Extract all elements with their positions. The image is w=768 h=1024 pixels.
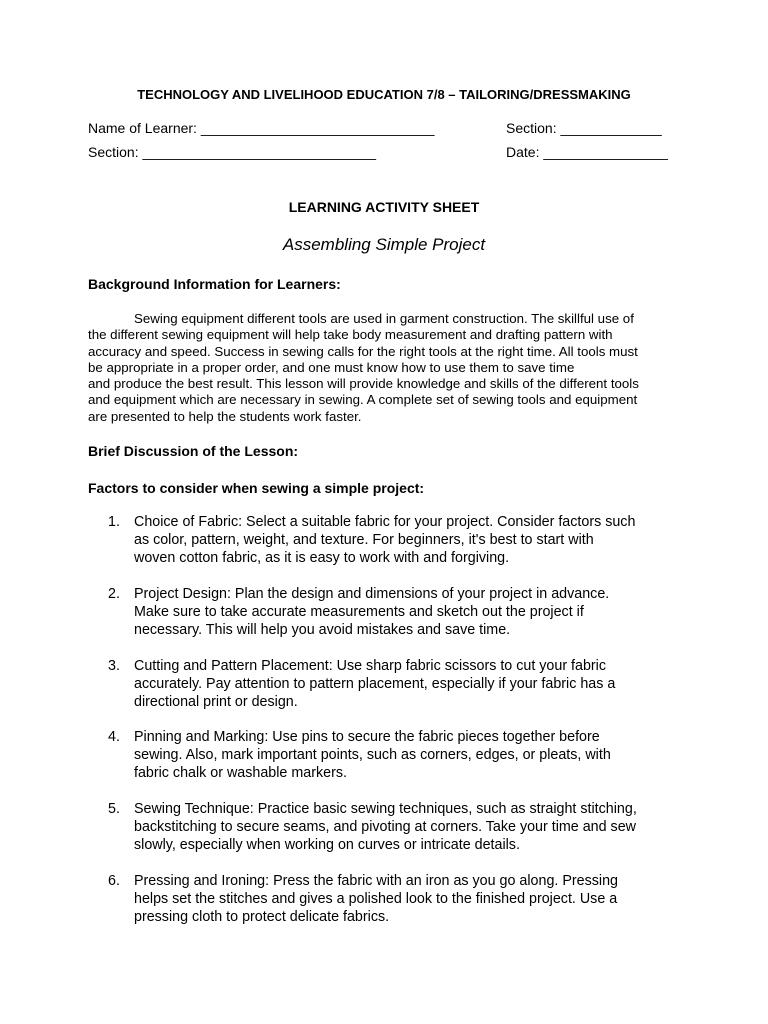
list-item-line: Pinning and Marking: Use pins to secure the fabric pieces together before <box>134 729 600 745</box>
background-heading: Background Information for Learners: <box>88 276 341 292</box>
list-item-line: slowly, especially when working on curves or intricate details. <box>134 837 520 854</box>
factors-heading: Factors to consider when sewing a simple project: <box>88 480 425 496</box>
list-item-number: 5. <box>108 801 120 817</box>
list-item-line: Pressing and Ironing: Press the fabric with an iron as you go along. Pressing <box>134 873 618 889</box>
list-item-line: as color, pattern, weight, and texture. For beginners, it's best to start with <box>134 532 594 549</box>
list-item-line: pressing cloth to protect delicate fabrics. <box>134 909 390 926</box>
background-paragraph <box>88 311 684 425</box>
paragraph-line: and equipment which are necessary in sewing. A complete set of sewing tools and equipment <box>88 392 638 408</box>
list-item-line: fabric chalk or washable markers. <box>134 765 347 782</box>
list-item-number: 4. <box>108 729 120 745</box>
list-item-line: directional print or design. <box>134 694 298 711</box>
learner-name-field: Name of Learner: ______________________________ <box>88 120 435 136</box>
discussion-heading: Brief Discussion of the Lesson: <box>88 443 299 459</box>
list-item-number: 3. <box>108 658 120 674</box>
list-item-line: woven cotton fabric, as it is easy to work with and forgiving. <box>134 550 510 567</box>
list-item-line: Choice of Fabric: Select a suitable fabric for your project. Consider factors such <box>134 514 636 530</box>
list-item-line: backstitching to secure seams, and pivoting at corners. Take your time and sew <box>134 819 636 836</box>
section-field-left: Section: ______________________________ <box>88 144 377 160</box>
paragraph-line: Sewing equipment different tools are used in garment construction. The skillful use of <box>134 311 634 326</box>
list-item-number: 2. <box>108 586 120 602</box>
list-item-number: 1. <box>108 514 120 530</box>
list-item-line: Sewing Technique: Practice basic sewing techniques, such as straight stitching, <box>134 801 637 817</box>
paragraph-line: are presented to help the students work faster. <box>88 408 362 424</box>
list-item-number: 6. <box>108 873 120 889</box>
paragraph-line: and produce the best result. This lesson will provide knowledge and skills of the different tools <box>88 376 639 392</box>
list-item-line: Make sure to take accurate measurements and sketch out the project if <box>134 604 584 621</box>
sheet-subtitle: Assembling Simple Project <box>282 235 486 254</box>
list-item-line: Cutting and Pattern Placement: Use sharp fabric scissors to cut your fabric <box>134 658 607 674</box>
paragraph-line: the different sewing equipment will help take body measurement and drafting pattern with <box>88 327 613 343</box>
paragraph-line: accuracy and speed. Success in sewing calls for the right tools at the right time. All tools must <box>88 343 638 359</box>
list-item-line: sewing. Also, mark important points, such as corners, edges, or pleats, with <box>134 747 611 764</box>
list-item-line: helps set the stitches and gives a polished look to the finished project. Use a <box>134 891 618 908</box>
sheet-title: LEARNING ACTIVITY SHEET <box>288 199 480 215</box>
section-field-right: Section: _____________ <box>506 120 662 136</box>
paragraph-line: be appropriate in a proper order, and one must know how to use them to save time <box>88 359 575 375</box>
list-item-line: accurately. Pay attention to pattern placement, especially if your fabric has a <box>134 676 616 693</box>
date-field: Date: ________________ <box>506 144 668 160</box>
list-item-line: Project Design: Plan the design and dimensions of your project in advance. <box>134 586 610 602</box>
document-header-title: TECHNOLOGY AND LIVELIHOOD EDUCATION 7/8 – TAILORING/DRESSMAKING <box>137 87 631 102</box>
list-item-line: necessary. This will help you avoid mistakes and save time. <box>134 622 511 639</box>
